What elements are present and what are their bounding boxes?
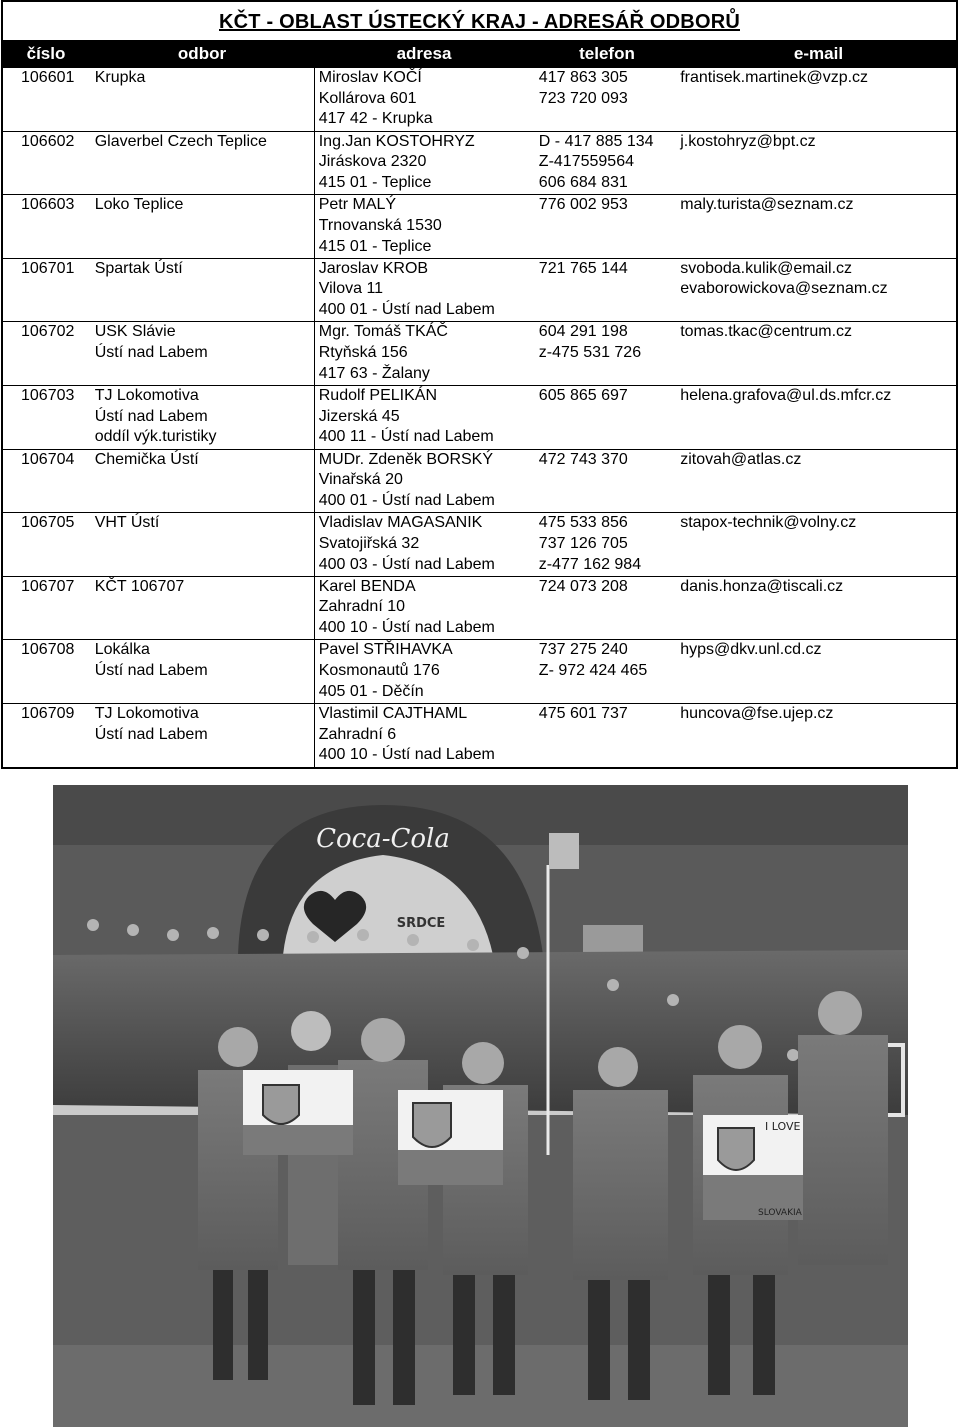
cell-telefon-line: Z-417559564 — [538, 153, 634, 171]
cell-odbor-line: Ústí nad Labem — [94, 662, 208, 680]
cell-odbor-line: Ústí nad Labem — [94, 407, 208, 425]
cell-telefon — [535, 513, 678, 576]
cell-odbor-line: VHT Ústí — [94, 514, 160, 532]
cell-odbor-line: Ústí nad Labem — [94, 344, 208, 362]
table-header — [1, 40, 958, 68]
cell-odbor-line: Lokálka — [94, 641, 150, 659]
cell-telefon-line: 605 865 697 — [538, 386, 628, 404]
slovak-flag-pole — [549, 833, 579, 869]
cell-adresa — [314, 259, 535, 322]
cell-adresa-line: 415 01 - Teplice — [318, 237, 432, 255]
cell-email — [678, 704, 956, 767]
cell-adresa-line: MUDr. Zdeněk BORSKÝ — [318, 450, 494, 468]
cell-email-line[interactable]: svoboda.kulik@email.cz — [680, 259, 853, 277]
cell-odbor-line: Loko Teplice — [94, 196, 184, 214]
cell-adresa-line: Vlastimil CAJTHAML — [318, 704, 468, 722]
cell-telefon — [535, 259, 678, 322]
table-row — [3, 704, 956, 767]
cell-adresa-line: Zahradní 10 — [318, 598, 406, 616]
cell-adresa-line: Svatojiřská 32 — [318, 534, 420, 552]
cell-adresa-line: Vilova 11 — [318, 280, 384, 298]
cell-adresa-line: 417 42 - Krupka — [318, 110, 433, 128]
cell-cislo: 106701 — [21, 259, 75, 277]
table-row — [3, 640, 956, 704]
col-header-odbor: odbor — [177, 44, 227, 63]
cell-email — [678, 513, 956, 576]
cell-odbor — [93, 577, 314, 640]
cell-odbor-line: USK Slávie — [94, 323, 176, 341]
cell-telefon — [535, 450, 678, 513]
table-row — [3, 195, 956, 259]
cell-adresa — [314, 450, 535, 513]
cell-email-line[interactable]: j.kostohryz@bpt.cz — [680, 132, 816, 150]
cell-adresa-line: Vladislav MAGASANIK — [318, 514, 483, 532]
flag-right — [703, 1115, 803, 1220]
cell-telefon-line: z-477 162 984 — [538, 555, 642, 573]
cell-adresa-line: 415 01 - Teplice — [318, 173, 432, 191]
cell-adresa-line: Rtyňská 156 — [318, 344, 408, 362]
cell-email — [678, 132, 956, 195]
cell-odbor — [93, 195, 314, 258]
cell-odbor-line: Glaverbel Czech Teplice — [94, 132, 267, 150]
col-header-email: e-mail — [793, 44, 844, 63]
cell-email — [678, 322, 956, 385]
page-title — [1, 0, 958, 40]
cell-adresa-line: 400 01 - Ústí nad Labem — [318, 491, 495, 509]
cell-email-line[interactable]: frantisek.martinek@vzp.cz — [680, 69, 869, 86]
cell-email-line[interactable]: hyps@dkv.unl.cd.cz — [680, 641, 822, 659]
cell-adresa — [314, 322, 535, 385]
cell-email — [678, 386, 956, 449]
cell-telefon — [535, 704, 678, 767]
cell-cislo: 106603 — [21, 196, 75, 214]
cell-odbor — [93, 513, 314, 576]
cell-cislo: 106708 — [21, 641, 75, 659]
cell-email-line[interactable]: evaborowickova@seznam.cz — [680, 280, 888, 298]
cell-adresa-line: Rudolf PELIKÁN — [318, 386, 438, 404]
cell-odbor — [93, 704, 314, 767]
table-row — [3, 259, 956, 323]
cell-email — [678, 68, 956, 131]
cell-cislo: 106704 — [21, 450, 75, 468]
cell-telefon — [535, 386, 678, 449]
cell-odbor-line: TJ Lokomotiva — [94, 704, 199, 722]
cell-email — [678, 640, 956, 703]
cell-telefon-line: D - 417 885 134 — [538, 132, 654, 150]
cell-adresa-line: Miroslav KOČÍ — [318, 69, 422, 86]
cell-email-line[interactable]: tomas.tkac@centrum.cz — [680, 323, 853, 341]
cell-adresa-line: 400 03 - Ústí nad Labem — [318, 555, 495, 573]
address-sheet — [1, 0, 958, 769]
cell-adresa-line: 400 01 - Ústí nad Labem — [318, 301, 495, 319]
cell-cislo: 106705 — [21, 514, 75, 532]
cell-adresa-line: Ing.Jan KOSTOHRYZ — [318, 132, 475, 150]
cell-adresa — [314, 640, 535, 703]
table-row — [3, 386, 956, 450]
col-header-adresa: adresa — [396, 44, 452, 63]
cross-emblem-icon-3 — [718, 1128, 754, 1170]
cell-cislo: 106602 — [21, 132, 75, 150]
flag-center — [398, 1090, 503, 1185]
cell-odbor — [93, 322, 314, 385]
cell-adresa-line: Zahradní 6 — [318, 725, 397, 743]
cell-telefon-line: 606 684 831 — [538, 173, 628, 191]
cell-telefon — [535, 132, 678, 195]
cell-odbor-line: Krupka — [94, 69, 146, 86]
cell-adresa — [314, 132, 535, 195]
cell-telefon-line: 475 533 856 — [538, 514, 628, 532]
cell-odbor-line: TJ Lokomotiva — [94, 386, 199, 404]
cell-telefon-line: 472 743 370 — [538, 450, 628, 468]
cell-email-line[interactable]: helena.grafova@ul.ds.mfcr.cz — [680, 386, 892, 404]
cell-email-line[interactable]: huncova@fse.ujep.cz — [680, 704, 834, 722]
cell-adresa-line: Jaroslav KROB — [318, 259, 429, 277]
cell-adresa — [314, 704, 535, 767]
table-row — [3, 513, 956, 577]
table-row — [3, 68, 956, 132]
cell-adresa-line: 400 10 - Ústí nad Labem — [318, 619, 495, 637]
col-header-cislo: číslo — [26, 44, 66, 63]
cell-telefon — [535, 640, 678, 703]
cell-odbor-line: Ústí nad Labem — [94, 725, 208, 743]
cell-odbor — [93, 259, 314, 322]
cell-telefon-line: 737 275 240 — [538, 641, 628, 659]
cell-cislo: 106709 — [21, 704, 75, 722]
col-header-telefon: telefon — [579, 44, 635, 63]
cell-cislo: 106702 — [21, 323, 75, 341]
cell-telefon-line: 475 601 737 — [538, 704, 628, 722]
cross-emblem-icon — [263, 1085, 299, 1124]
cell-odbor — [93, 450, 314, 513]
cell-odbor-line: Chemička Ústí — [94, 450, 199, 468]
cell-adresa-line: 400 10 - Ústí nad Labem — [318, 746, 495, 764]
cell-email — [678, 577, 956, 640]
cell-telefon-line: 721 765 144 — [538, 259, 628, 277]
flag-text-slovakia: SLOVAKIA — [758, 1208, 802, 1218]
cell-email — [678, 450, 956, 513]
cell-adresa — [314, 513, 535, 576]
cell-cislo: 106707 — [21, 577, 75, 595]
cell-odbor-line: Spartak Ústí — [94, 259, 183, 277]
cell-adresa-line: Kollárova 601 — [318, 89, 417, 107]
cell-telefon-line: 737 126 705 — [538, 534, 628, 552]
cell-adresa-line: 405 01 - Děčín — [318, 682, 424, 700]
cell-telefon — [535, 322, 678, 385]
cell-telefon-line: 723 720 093 — [538, 89, 628, 107]
cell-adresa — [314, 195, 535, 258]
cell-adresa — [314, 577, 535, 640]
cell-adresa — [314, 68, 535, 131]
cell-adresa-line: Jiráskova 2320 — [318, 153, 427, 171]
dome-banner-text: Coca-Cola — [316, 824, 450, 854]
cell-adresa-line: Karel BENDA — [318, 577, 416, 595]
cell-odbor-line: KČT 106707 — [94, 577, 185, 595]
cell-telefon — [535, 68, 678, 131]
cell-adresa-line: Kosmonautů 176 — [318, 662, 440, 680]
cell-adresa-line: Jizerská 45 — [318, 407, 400, 425]
cell-odbor-line: oddíl výk.turistiky — [94, 428, 217, 446]
cell-cislo: 106601 — [21, 69, 75, 86]
cell-telefon — [535, 577, 678, 640]
cell-cislo: 106703 — [21, 386, 75, 404]
sign-text: SRDCE — [396, 916, 446, 931]
cell-odbor — [93, 68, 314, 131]
cell-adresa-line: Petr MALÝ — [318, 196, 397, 214]
cell-email-line[interactable]: stapox-technik@volny.cz — [680, 514, 857, 532]
group-photo — [53, 785, 908, 1427]
cell-email-line[interactable]: danis.honza@tiscali.cz — [680, 577, 844, 595]
cell-email-line[interactable]: zitovah@atlas.cz — [680, 450, 802, 468]
cell-telefon-line: 604 291 198 — [538, 323, 628, 341]
cell-odbor — [93, 640, 314, 703]
cell-telefon-line: Z- 972 424 465 — [538, 662, 648, 680]
table-row — [3, 450, 956, 514]
cell-telefon-line: z-475 531 726 — [538, 344, 642, 362]
page-title-text: KČT - OBLAST ÚSTECKÝ KRAJ - ADRESÁŘ ODBORŮ — [219, 11, 740, 33]
cell-adresa-line: Mgr. Tomáš TKÁČ — [318, 323, 448, 341]
flag-left — [243, 1070, 353, 1155]
cell-odbor — [93, 132, 314, 195]
cell-adresa-line: 417 63 - Žalany — [318, 364, 430, 382]
cell-telefon — [535, 195, 678, 258]
cell-email — [678, 259, 956, 322]
cell-adresa-line: Vinařská 20 — [318, 471, 403, 489]
cell-email-line[interactable]: maly.turista@seznam.cz — [680, 196, 854, 214]
cell-telefon-line: 724 073 208 — [538, 577, 628, 595]
cell-odbor — [93, 386, 314, 449]
cell-adresa-line: 400 11 - Ústí nad Labem — [318, 428, 494, 446]
cell-adresa-line: Trnovanská 1530 — [318, 216, 442, 234]
cell-email — [678, 195, 956, 258]
cell-telefon-line: 417 863 305 — [538, 69, 628, 86]
cell-adresa — [314, 386, 535, 449]
address-table — [1, 68, 958, 769]
cell-adresa-line: Pavel STŘIHAVKA — [318, 641, 453, 659]
flag-text-love: I LOVE — [765, 1120, 801, 1133]
cross-emblem-icon-2 — [413, 1103, 451, 1147]
table-row — [3, 132, 956, 196]
table-row — [3, 322, 956, 386]
table-row — [3, 577, 956, 641]
cell-telefon-line: 776 002 953 — [538, 196, 628, 214]
